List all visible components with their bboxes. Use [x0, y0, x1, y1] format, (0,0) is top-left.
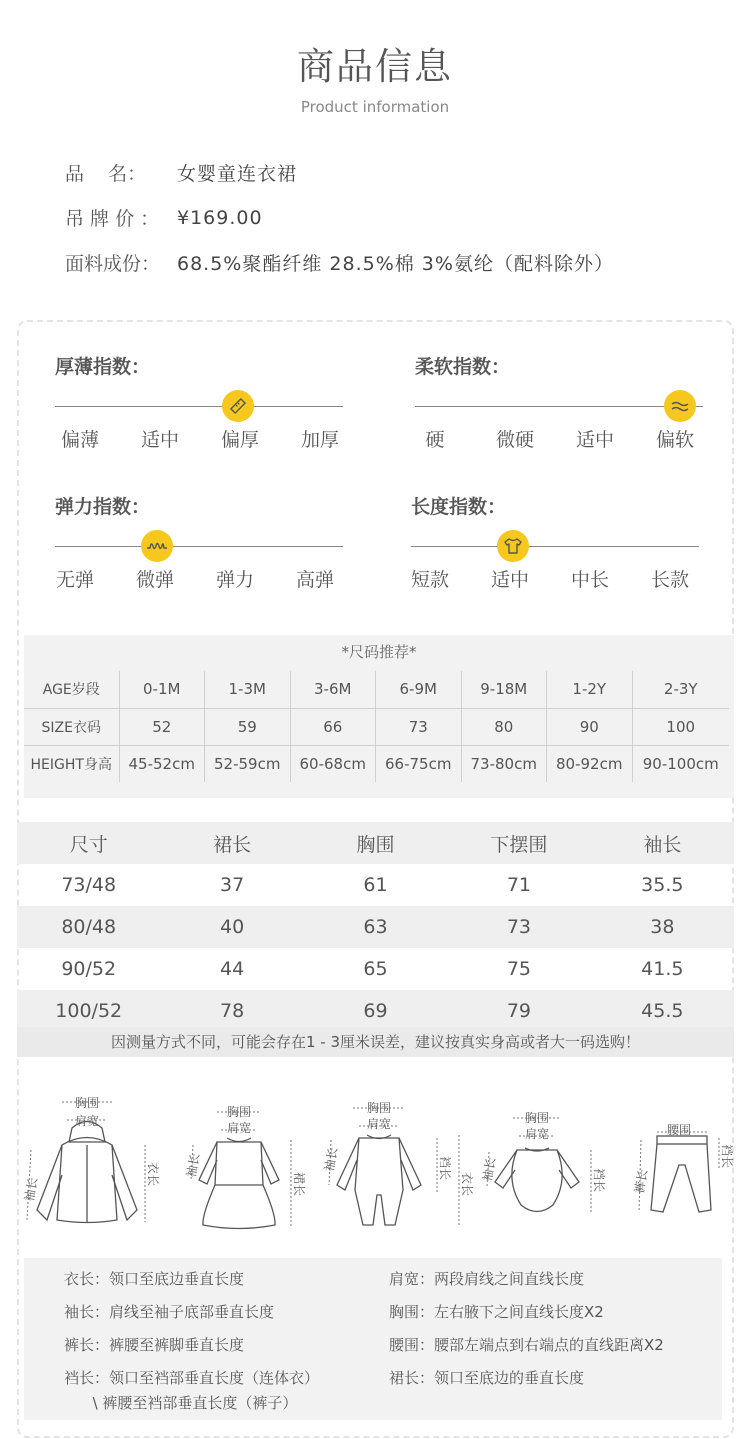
size-recommendation — [24, 635, 734, 798]
table-cell: SIZE衣码 — [24, 708, 119, 745]
garment-figures — [17, 1090, 734, 1240]
index-options — [35, 565, 355, 592]
table-cell: 80-92cm — [547, 745, 633, 782]
table-cell: 100/52 — [55, 1000, 123, 1022]
table-header-row — [17, 822, 734, 864]
index-options — [395, 425, 715, 452]
index-option: 适中 — [575, 429, 614, 451]
table-row — [24, 708, 729, 745]
table-cell: 40 — [220, 916, 245, 938]
table-cell: 75 — [506, 958, 532, 980]
description-item: 袖长：肩线至袖子底部垂直长度 — [64, 1303, 275, 1321]
index-scale-line — [55, 546, 343, 547]
length-index — [411, 492, 690, 591]
info-value: 68.5%聚酯纤维 28.5%棉 3%氨纶（配料除外） — [177, 253, 614, 275]
size-caption: *尺码推荐* — [341, 643, 417, 661]
measurement-descriptions — [24, 1258, 722, 1420]
table-cell: HEIGHT身高 — [30, 756, 112, 773]
info-row-price — [65, 195, 614, 240]
wave-icon — [664, 390, 696, 422]
index-option: 无弹 — [55, 569, 94, 591]
description-item: 裤长：裤腰至裤脚垂直长度 — [64, 1336, 245, 1354]
figure-label: 裆长 — [720, 1144, 734, 1169]
table-cell: 41.5 — [641, 958, 684, 980]
bodysuit-figure — [479, 1090, 609, 1240]
column-header: 胸围 — [356, 833, 395, 856]
table-cell: 59 — [205, 708, 291, 745]
table-cell: 79 — [506, 1000, 532, 1022]
index-title: 柔软指数： — [415, 356, 511, 378]
index-option: 偏软 — [655, 429, 694, 451]
figure-label: 胸围 — [366, 1101, 392, 1115]
figure-label: 肩宽 — [74, 1114, 100, 1128]
figure-label: 衣长 — [146, 1162, 160, 1187]
table-cell: 52-59cm — [205, 745, 291, 782]
description-item: 衣长：领口至底边垂直长度 — [64, 1270, 245, 1288]
description-item: 胸围：左右腋下之间直线长度X2 — [389, 1303, 604, 1321]
product-info — [65, 150, 614, 285]
measurement-note: 因测量方式不同，可能会存在1 - 3厘米误差，建议按真实身高或者大一码选购！ — [17, 1027, 734, 1057]
table-cell: 71 — [506, 874, 532, 896]
index-title: 长度指数： — [411, 496, 507, 518]
pants-figure — [619, 1090, 734, 1240]
table-cell: 90/52 — [61, 958, 117, 980]
index-scale-line — [411, 546, 699, 547]
table-cell: 9-18M — [461, 671, 547, 708]
figure-label: 袖长 — [480, 1156, 499, 1183]
table-cell: 100 — [632, 708, 729, 745]
index-option: 适中 — [491, 569, 530, 591]
table-cell: 73 — [376, 708, 462, 745]
info-row-name — [65, 150, 614, 195]
index-option: 偏厚 — [220, 429, 259, 451]
figure-label: 腰围 — [666, 1123, 692, 1137]
index-option: 适中 — [140, 429, 179, 451]
index-option: 弹力 — [215, 569, 254, 591]
table-row — [17, 906, 734, 948]
figure-label: 裆长 — [438, 1156, 452, 1181]
table-row — [24, 745, 729, 782]
figure-label: 裆长 — [592, 1168, 606, 1193]
index-title: 弹力指数： — [55, 496, 151, 518]
figure-label: 袖长 — [322, 1146, 341, 1173]
description-item: 裆长：领口至裆部垂直长度（连体衣） — [64, 1369, 320, 1387]
figure-label: 裤长 — [632, 1168, 651, 1195]
table-cell: 90 — [547, 708, 633, 745]
section-header — [0, 36, 750, 116]
description-item: 腰围：腰部左端点到右端点的直线距离X2 — [389, 1336, 664, 1354]
table-cell: 73/48 — [61, 874, 117, 896]
table-row — [24, 671, 729, 708]
figure-label: 袖长 — [184, 1152, 203, 1179]
table-cell: 66-75cm — [376, 745, 462, 782]
table-cell: 80/48 — [61, 916, 117, 938]
index-option: 微弹 — [135, 569, 174, 591]
section-title: 商品信息 — [297, 45, 453, 88]
table-row — [17, 864, 734, 906]
figure-label: 袖长 — [22, 1176, 41, 1203]
table-cell: 73 — [506, 916, 532, 938]
thickness-index — [55, 352, 339, 451]
dress-figure — [177, 1090, 307, 1240]
figure-label: 肩宽 — [226, 1121, 252, 1135]
index-option: 长款 — [651, 569, 690, 591]
index-option: 短款 — [411, 569, 450, 591]
table-cell: 6-9M — [376, 671, 462, 708]
index-option: 加厚 — [300, 429, 339, 451]
figure-label: 胸围 — [74, 1096, 100, 1110]
table-cell: 52 — [119, 708, 205, 745]
table-cell: 60-68cm — [290, 745, 376, 782]
table-row — [17, 990, 734, 1032]
table-cell: 80 — [461, 708, 547, 745]
info-label: 面料成份： — [65, 253, 161, 275]
info-row-fabric — [65, 240, 614, 285]
table-cell: 38 — [650, 916, 675, 938]
index-scale-line — [415, 406, 703, 407]
figure-label: 胸围 — [226, 1105, 252, 1119]
description-item: 裙长：领口至底边的垂直长度 — [389, 1369, 585, 1387]
table-cell: 3-6M — [290, 671, 376, 708]
elasticity-index — [55, 492, 334, 591]
romper-figure — [319, 1090, 474, 1240]
info-value: ¥169.00 — [177, 206, 263, 229]
column-header: 下摆围 — [490, 833, 548, 856]
column-header: 裙长 — [213, 833, 252, 856]
index-option: 高弹 — [295, 569, 334, 591]
info-label: 品 名： — [65, 163, 147, 185]
jacket-figure — [17, 1090, 160, 1240]
size-table — [24, 671, 729, 782]
table-cell: 78 — [220, 1000, 245, 1022]
column-header: 尺寸 — [69, 833, 108, 856]
shirt-icon — [497, 530, 529, 562]
index-option: 硬 — [425, 429, 445, 451]
table-cell: 61 — [363, 874, 388, 896]
description-item: \ 裤腰至裆部垂直长度（裤子） — [64, 1394, 298, 1412]
table-cell: 1-3M — [205, 671, 291, 708]
spring-icon — [141, 530, 173, 562]
table-cell: 1-2Y — [547, 671, 633, 708]
table-cell: 0-1M — [119, 671, 205, 708]
section-subtitle: Product information — [300, 98, 450, 116]
index-title: 厚薄指数： — [55, 356, 151, 378]
column-header: 袖长 — [643, 833, 682, 856]
table-cell: 45.5 — [641, 1000, 684, 1022]
measurement-table — [17, 822, 734, 1032]
index-options — [40, 425, 360, 452]
figure-label: 肩宽 — [366, 1117, 392, 1131]
info-label: 吊 牌 价 ： — [65, 208, 160, 230]
table-cell: 73-80cm — [461, 745, 547, 782]
table-cell: 90-100cm — [632, 745, 729, 782]
info-value: 女婴童连衣裙 — [177, 163, 298, 185]
table-cell: 63 — [363, 916, 388, 938]
table-cell: 45-52cm — [119, 745, 205, 782]
table-cell: 44 — [220, 958, 245, 980]
figure-label: 胸围 — [524, 1111, 550, 1125]
table-row — [17, 948, 734, 990]
index-option: 中长 — [571, 569, 610, 591]
table-cell: 35.5 — [641, 874, 684, 896]
softness-index — [415, 352, 694, 451]
index-option: 偏薄 — [60, 429, 99, 451]
table-cell: 66 — [290, 708, 376, 745]
index-scale-line — [55, 406, 343, 407]
table-cell: 2-3Y — [632, 671, 729, 708]
table-cell: AGE岁段 — [24, 671, 119, 708]
table-cell: 69 — [363, 1000, 388, 1022]
table-cell: 37 — [220, 874, 245, 896]
figure-label: 肩宽 — [524, 1127, 550, 1141]
index-options — [391, 565, 711, 592]
description-item: 肩宽：两段肩线之间直线长度 — [389, 1270, 585, 1288]
index-option: 微硬 — [495, 429, 534, 451]
ruler-icon — [222, 390, 254, 422]
figure-label: 裙长 — [292, 1172, 306, 1197]
figure-label: 衣长 — [460, 1172, 474, 1197]
table-cell: 65 — [363, 958, 388, 980]
